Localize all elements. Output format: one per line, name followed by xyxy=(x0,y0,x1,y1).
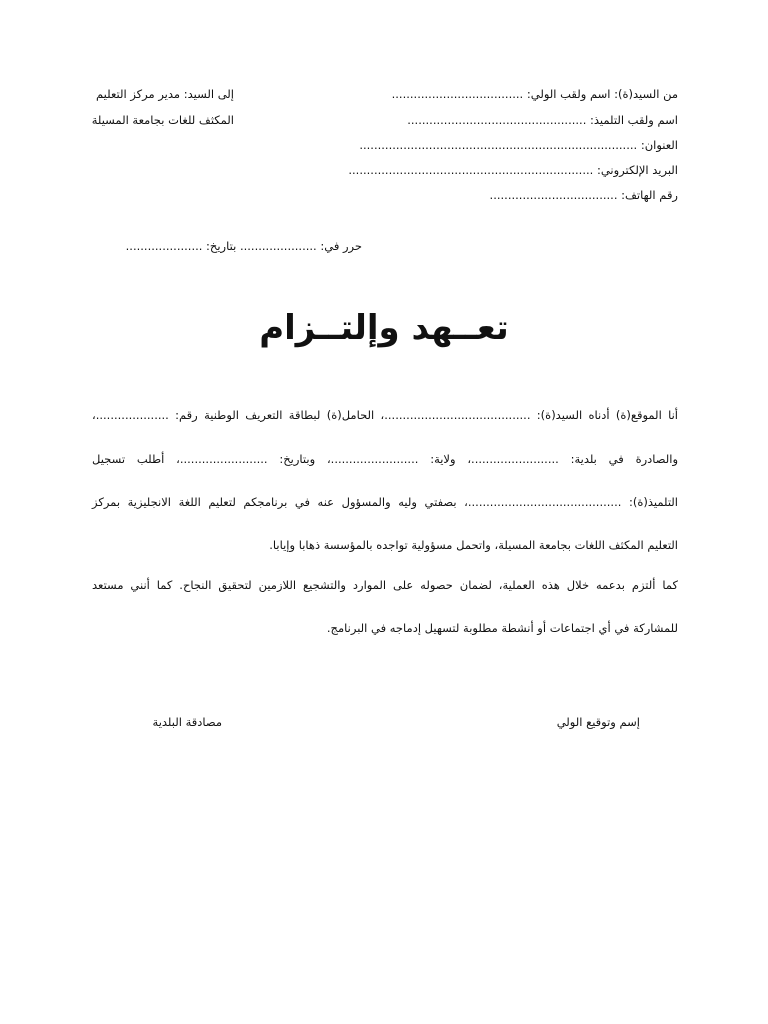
municipality-certification-label: مصادقة البلدية xyxy=(152,715,222,729)
address-line: العنوان: ............................................................................ xyxy=(359,138,678,152)
written-at-date-line: حرر في: ..................... بتاريخ: ..................... xyxy=(125,239,362,253)
phone-line: رقم الهاتف: ................................... xyxy=(489,188,678,202)
email-line: البريد الإلكتروني: ................................................................... xyxy=(348,163,678,177)
body-line-3: التلميذ(ة): ..........................................، بصفتي وليه والمسؤول عنه في برنامجكم لتعليم اللغة الانجليزية بمركز xyxy=(92,495,678,509)
recipient-line: إلى السيد: مدير مركز التعليم xyxy=(96,87,234,101)
body-line-4: التعليم المكثف اللغات بجامعة المسيلة، واتحمل مسؤولية تواجده بالمؤسسة ذهابا وإيابا. xyxy=(269,538,678,552)
body-line-6: للمشاركة في أي اجتماعات أو أنشطة مطلوبة لتسهيل إدماجه في البرنامج. xyxy=(326,621,678,635)
sender-parent-name-line: من السيد(ة): اسم ولقب الولي: .................................... xyxy=(391,87,678,101)
body-line-5: كما ألتزم بدعمه خلال هذه العملية، لضمان حصوله على الموارد والتشجيع اللازمين لتحقيق النجاح. كما أنني مستعد xyxy=(92,578,678,592)
parent-signature-label: إسم وتوقيع الولي xyxy=(556,715,640,729)
body-line-1: أنا الموقع(ة) أدناه السيد(ة): ........................................، الحامل(ة) لبطاقة التعريف الوطنية رقم: ....................، xyxy=(92,408,678,422)
body-line-2: والصادرة في بلدية: ........................، ولاية: ........................، وبتاريخ: ........................، أطلب تسجيل xyxy=(92,452,678,466)
recipient-center-line: المكثف للغات بجامعة المسيلة xyxy=(91,113,234,127)
document-title: تعــهد وإلتــزام xyxy=(259,308,509,348)
student-name-line: اسم ولقب التلميذ: ................................................. xyxy=(407,113,678,127)
